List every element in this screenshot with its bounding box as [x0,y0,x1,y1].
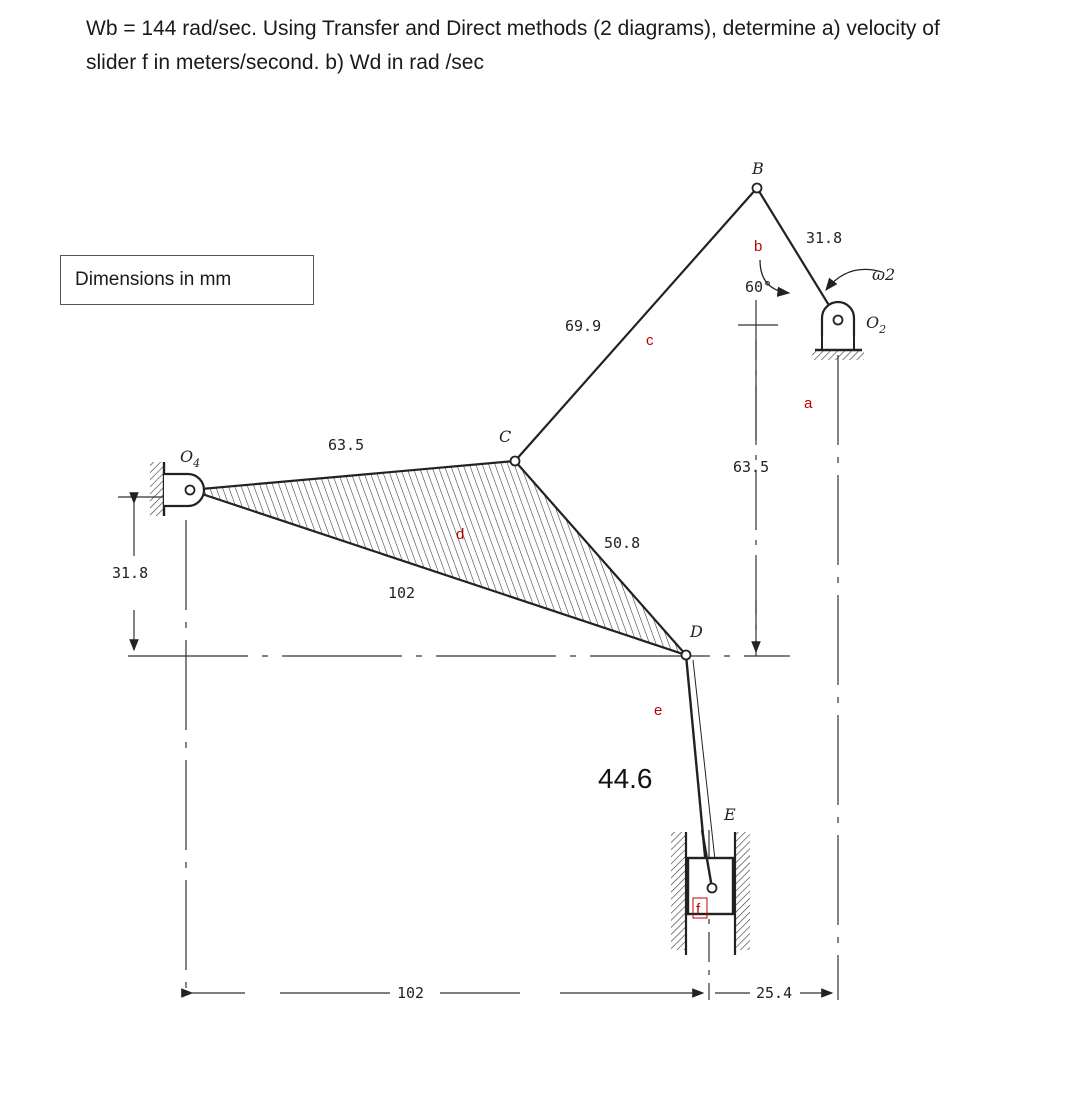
dim-offset-label: 25.4 [756,984,793,1002]
dim-b-height-label: 63.5 [733,458,770,476]
node-o4-label: $O_4$ [180,447,201,470]
o2-ground-pivot [812,302,864,360]
joint-d [682,651,691,660]
joint-c [511,457,520,466]
link-label-f: f [696,901,701,918]
dimensions-note: Dimensions in mm [60,255,314,305]
dim-bc-label: 69.9 [565,317,602,335]
problem-line-2: slider f in meters/second. b) Wd in rad /sec [86,51,484,74]
link-label-e: e [654,702,663,719]
link-label-b: b [754,238,763,255]
ternary-link-d [190,461,686,655]
dim-horizontal-label: 102 [397,984,425,1002]
node-b-label: B [752,159,764,178]
dim-cd-label: 50.8 [604,534,641,552]
dim-o2b-label: 31.8 [806,229,843,247]
joint-b [753,184,762,193]
node-c-label: C [499,427,512,446]
problem-line-1: Wb = 144 rad/sec. Using Transfer and Direct methods (2 diagrams), determine a) velocity of [86,17,940,40]
o4-ground-pivot [150,462,204,516]
link-label-d: d [456,526,465,543]
angle-label: 60° [745,278,773,296]
link-label-a: a [804,395,813,412]
dim-o4c-label: 63.5 [328,436,365,454]
link-c [515,188,757,461]
link-e [686,655,708,888]
joint-e [708,884,717,893]
node-o2-label: $O_2$ [866,313,887,336]
omega2-label: ω2 [872,265,896,284]
dim-o4-height-label: 31.8 [112,564,149,582]
link-crank-a [757,188,838,320]
node-d-label: D [690,622,703,641]
link-label-c: c [646,332,654,349]
dim-o4d-label: 102 [388,584,416,602]
dim-de-label: 44.6 [598,763,653,794]
node-e-label: E [724,805,736,824]
